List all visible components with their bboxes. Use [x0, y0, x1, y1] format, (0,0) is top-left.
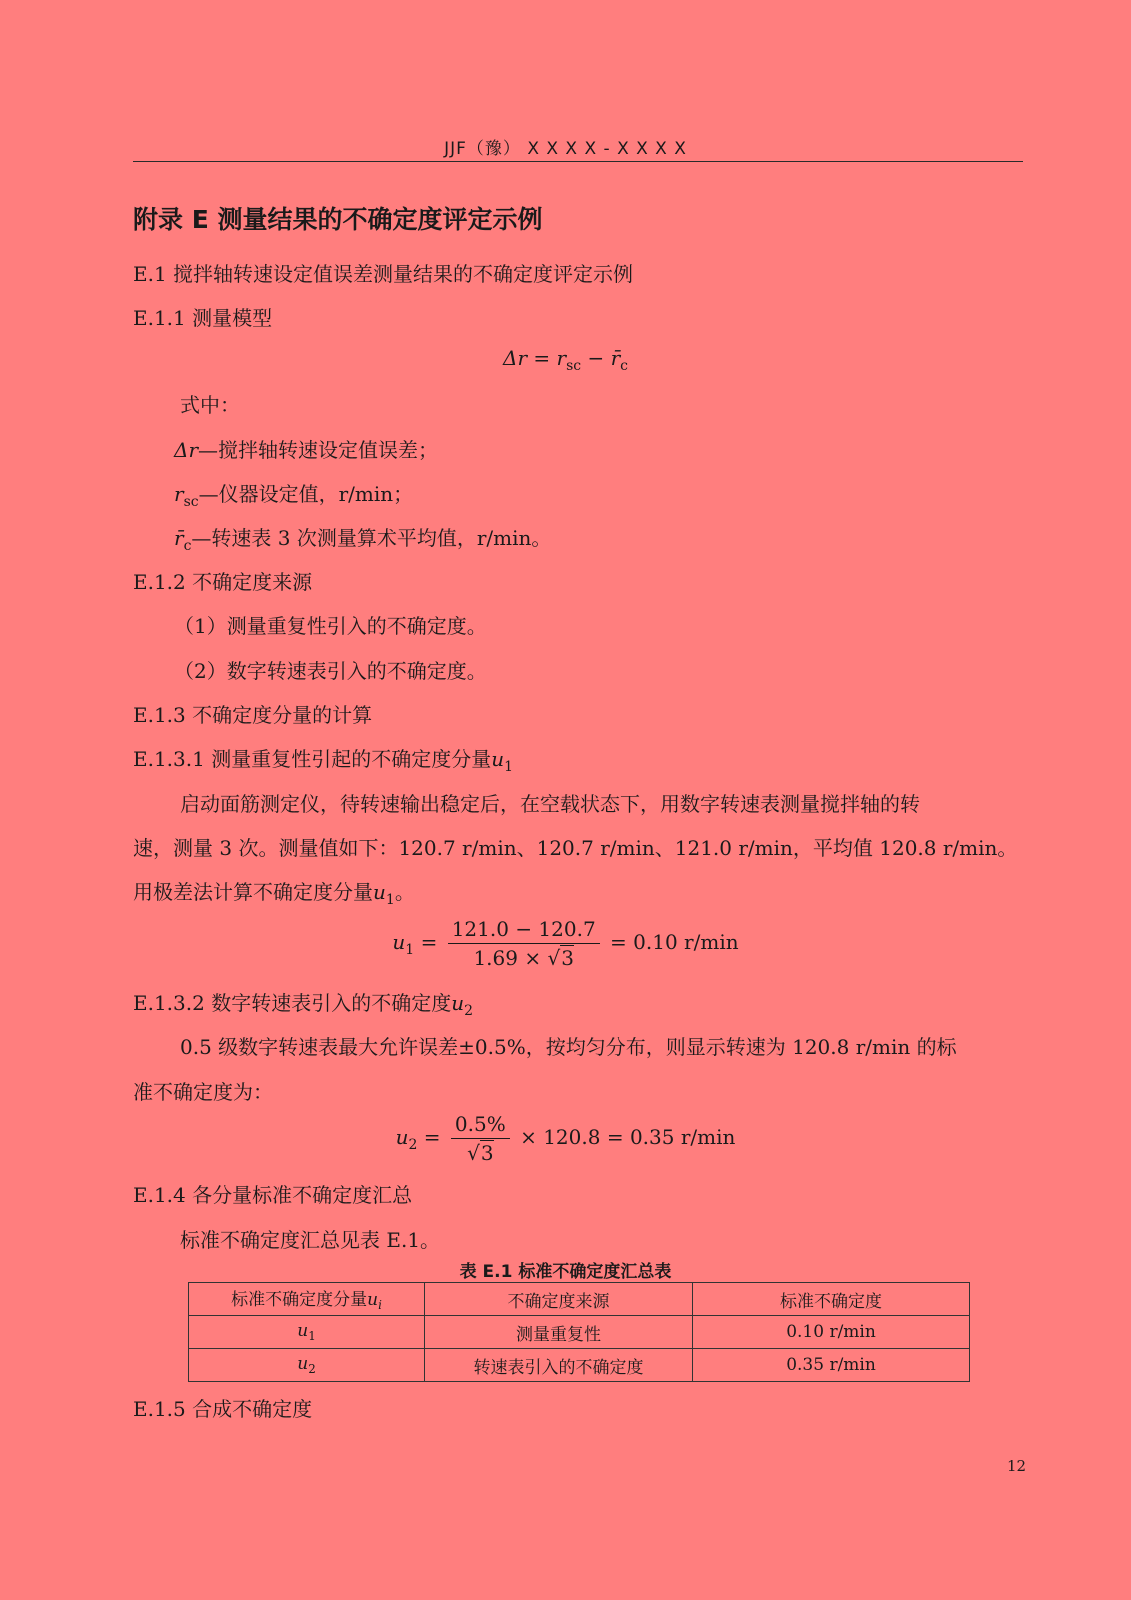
u1-fraction: $\frac{121.0 - 120.7}{1.69 \times √3}$	[448, 917, 600, 970]
definition-r-c: $r̄_c—$转速表 3 次测量算术平均值，r/min。	[174, 526, 552, 554]
table-row	[189, 1316, 970, 1349]
section-e1-3-2: E.1.3.2 数字转速表引入的不确定度$u_2$	[133, 991, 474, 1019]
section-e1-1: E.1.1 测量模型	[133, 306, 273, 330]
table-cell-source: 转速表引入的不确定度	[425, 1349, 693, 1382]
model-equation: $\Delta r = r_{sc}$ − $r̄_c$	[503, 346, 628, 374]
table-header-source: 不确定度来源	[425, 1283, 693, 1316]
u1-formula: $u_1$ = $\frac{121.0 - 120.7}{1.69 \times √3}$ = 0.10 r/min	[392, 917, 739, 970]
table-header-component: 标准不确定度分量$u_i$	[189, 1283, 425, 1316]
definition-r-sc: $r_{sc}—$仪器设定值，r/min；	[174, 482, 414, 510]
section-e1-3-1: E.1.3.1 测量重复性引起的不确定度分量$u_1$	[133, 747, 514, 775]
table-caption: 表 E.1 标准不确定度汇总表	[459, 1262, 672, 1282]
section-e1-5: E.1.5 合成不确定度	[133, 1397, 313, 1421]
header-rule	[133, 161, 1023, 162]
tacho-para-line-1: 0.5 级数字转速表最大允许误差±0.5%，按均匀分布，则显示转速为 120.8 r/min 的标	[180, 1035, 957, 1059]
tacho-para-line-2: 准不确定度为：	[133, 1080, 273, 1104]
section-e1-2: E.1.2 不确定度来源	[133, 570, 313, 594]
running-header: JJF（豫） X X X X - X X X X	[444, 139, 687, 159]
uncertainty-summary-table	[188, 1282, 970, 1382]
u2-formula: $u_2$ = $\frac{0.5\%}{√3}$ × 120.8 = 0.35 r/min	[395, 1112, 736, 1165]
page-number: 12	[1007, 1457, 1027, 1475]
where-label: 式中：	[180, 393, 240, 417]
u2-fraction: $\frac{0.5\%}{√3}$	[451, 1112, 510, 1165]
table-cell-value: 0.35 r/min	[693, 1349, 970, 1382]
table-header-value: 标准不确定度	[693, 1283, 970, 1316]
section-e1-4: E.1.4 各分量标准不确定度汇总	[133, 1183, 413, 1207]
repeat-para-line-3: 用极差法计算不确定度分量$u_1$。	[133, 880, 415, 908]
definition-delta-r: Δr—搅拌轴转速设定值误差；	[174, 438, 439, 462]
delta-r-symbol: Δr	[503, 346, 528, 370]
source-item-2: （2）数字转速表引入的不确定度。	[174, 659, 487, 683]
table-cell-value: 0.10 r/min	[693, 1316, 970, 1349]
appendix-title: 附录 E 测量结果的不确定度评定示例	[133, 205, 543, 234]
source-item-1: （1）测量重复性引入的不确定度。	[174, 614, 487, 638]
table-row	[189, 1349, 970, 1382]
repeat-para-line-1: 启动面筋测定仪，待转速输出稳定后，在空载状态下，用数字转速表测量搅拌轴的转	[180, 792, 920, 816]
table-cell-source: 测量重复性	[425, 1316, 693, 1349]
table-cell-component: $u_1$	[189, 1316, 425, 1349]
summary-note: 标准不确定度汇总见表 E.1。	[180, 1228, 441, 1252]
table-cell-component: $u_2$	[189, 1349, 425, 1382]
section-e1: E.1 搅拌轴转速设定值误差测量结果的不确定度评定示例	[133, 262, 634, 286]
table-header-row	[189, 1283, 970, 1316]
repeat-para-line-2: 速，测量 3 次。测量值如下：120.7 r/min、120.7 r/min、121.0 r/min，平均值 120.8 r/min。	[133, 836, 1018, 860]
section-e1-3: E.1.3 不确定度分量的计算	[133, 703, 373, 727]
